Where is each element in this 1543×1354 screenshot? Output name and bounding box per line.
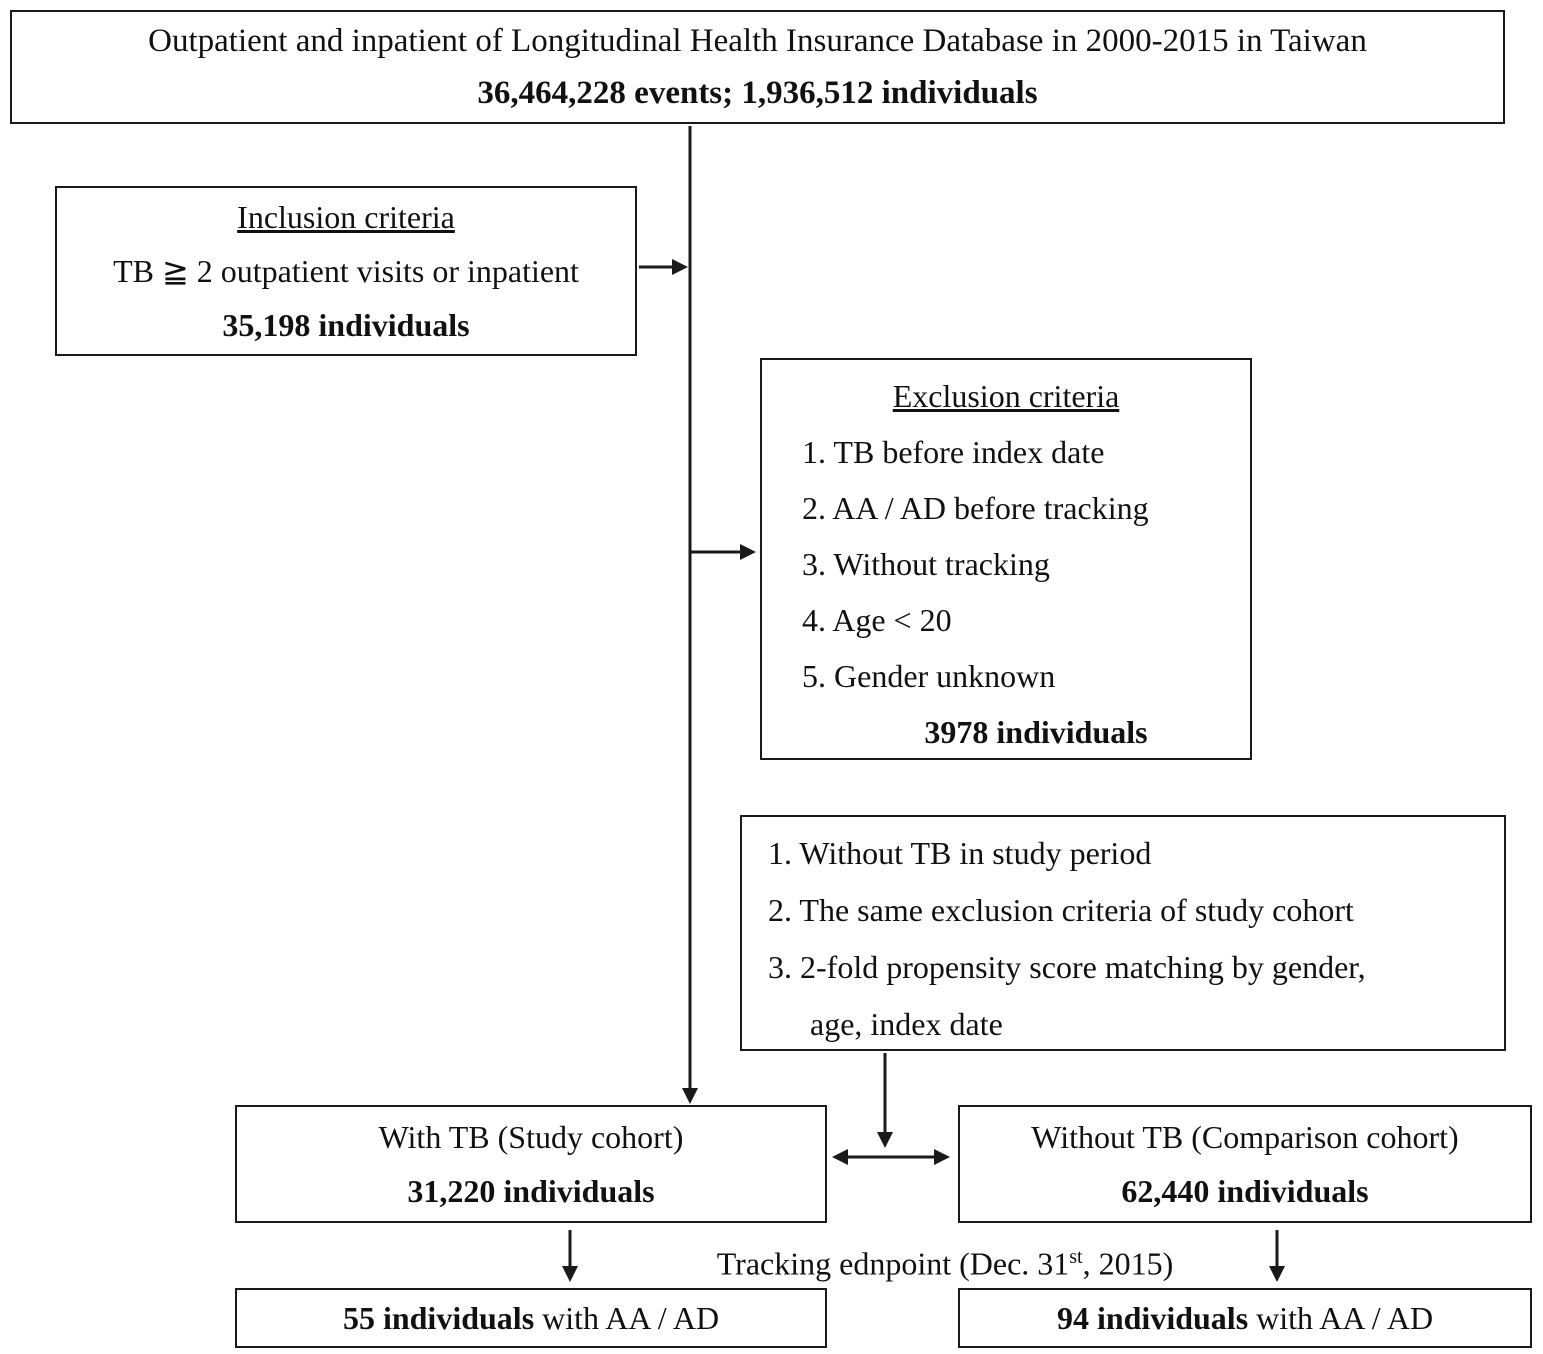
comparison-criteria-item-1: 1. Without TB in study period [768,835,1152,871]
database-source-box [10,10,1505,124]
database-source-count: 36,464,228 events; 1,936,512 individuals [477,75,1038,111]
inclusion-arrow [639,259,688,275]
inclusion-criteria-box [55,186,637,356]
study-outcome-count: 55 individuals [342,1299,535,1336]
inclusion-count: 35,198 individuals [222,307,470,343]
exclusion-item-5: 5. Gender unknown [802,658,1056,694]
comparison-cohort-label: Without TB (Comparison cohort) [1031,1119,1459,1155]
study-outcome-text: with AA / AD [534,1299,720,1336]
exclusion-criteria-title: Exclusion criteria [892,378,1120,414]
cohort-link-arrow [832,1149,950,1165]
comparison-criteria-box [740,815,1506,1051]
database-source-title: Outpatient and inpatient of Longitudinal Health Insurance Database in 2000-2015 in Taiwan [148,23,1367,59]
tracking-endpoint-label [640,1230,1250,1284]
exclusion-item-4: 4. Age < 20 [802,602,952,638]
exclusion-count: 3978 individuals [924,714,1148,750]
exclusion-criteria-box [760,358,1252,760]
comparison-cohort-box [958,1105,1532,1223]
comparison-criteria-item-3-continued: age, index date [810,1006,1003,1042]
exclusion-item-1: 1. TB before index date [802,434,1105,470]
comparison-criteria-item-2: 2. The same exclusion criteria of study cohort [768,892,1354,928]
main-flow-arrow [682,126,698,1104]
exclusion-arrow [690,544,756,560]
exclusion-item-3: 3. Without tracking [802,546,1050,582]
comparison-outcome-arrow [1269,1230,1285,1282]
criteria-down-arrow [877,1053,893,1148]
comparison-cohort-count: 62,440 individuals [1121,1173,1369,1209]
study-cohort-count: 31,220 individuals [407,1173,655,1209]
study-outcome-box [235,1288,827,1348]
inclusion-criteria-title: Inclusion criteria [237,199,455,235]
study-cohort-box [235,1105,827,1223]
tracking-endpoint-text: Tracking ednpoint (Dec. 31 [716,1245,1070,1282]
comparison-outcome-box [958,1288,1532,1348]
comparison-criteria-item-3: 3. 2-fold propensity score matching by gender, [768,949,1366,985]
comparison-outcome-count: 94 individuals [1056,1299,1249,1336]
comparison-outcome-text: with AA / AD [1248,1299,1434,1336]
study-cohort-label: With TB (Study cohort) [378,1119,684,1155]
tracking-endpoint-superscript: st [1069,1246,1083,1268]
tracking-endpoint-suffix: , 2015) [1082,1245,1174,1282]
exclusion-item-2: 2. AA / AD before tracking [802,490,1149,526]
inclusion-criterion: TB ≧ 2 outpatient visits or inpatient [113,253,579,289]
study-outcome-arrow [562,1230,578,1282]
